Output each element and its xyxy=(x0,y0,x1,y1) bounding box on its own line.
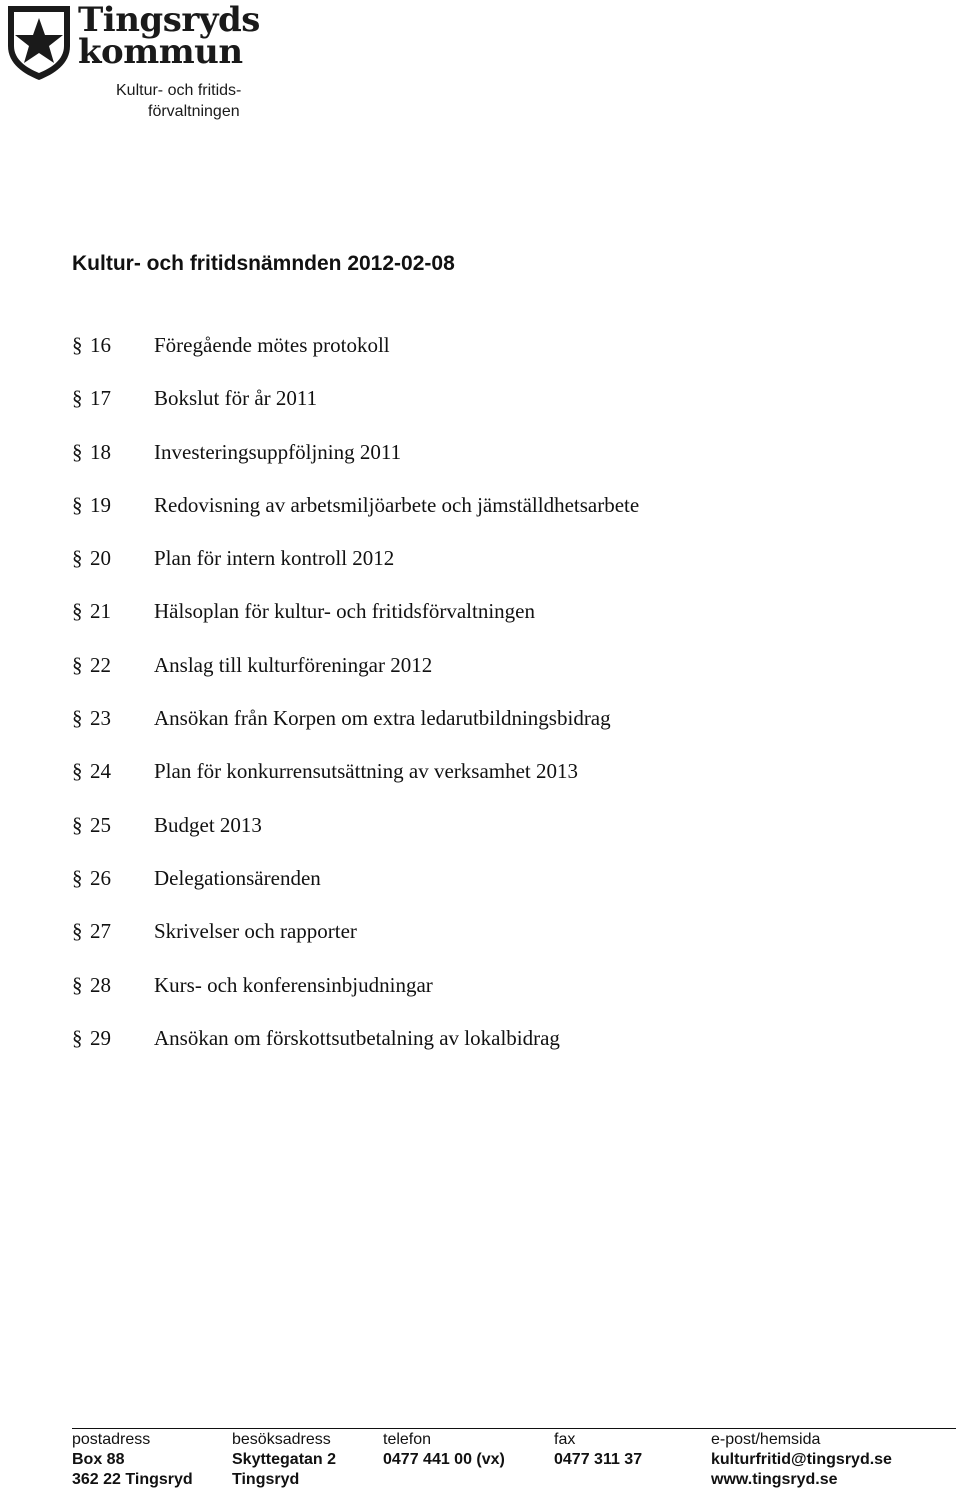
section-symbol: § xyxy=(72,333,83,357)
agenda-item xyxy=(72,704,639,757)
section-symbol: § xyxy=(72,1025,83,1050)
section-symbol: § xyxy=(72,919,83,944)
footer-fax-line1: 0477 311 37 xyxy=(554,1451,643,1468)
agenda-item xyxy=(72,811,639,864)
agenda-item xyxy=(72,597,639,650)
agenda-item-text: Föregående mötes protokoll xyxy=(154,333,390,357)
agenda-item-text: Investeringsuppföljning 2011 xyxy=(154,439,402,464)
agenda-item-text: Delegationsärenden xyxy=(154,865,321,890)
logo-name-line2: kommun xyxy=(78,32,243,72)
logo-dept-line2: förvaltningen xyxy=(148,103,240,120)
agenda-item xyxy=(72,331,639,384)
section-symbol: § xyxy=(72,972,83,997)
footer-email-link[interactable]: kulturfritid@tingsryd.se xyxy=(711,1451,892,1468)
section-symbol: § xyxy=(72,865,83,890)
agenda-item-number: 21 xyxy=(90,599,111,624)
agenda-item-number: 17 xyxy=(90,386,111,411)
footer-epost-label: e-post/hemsida xyxy=(711,1431,821,1448)
section-symbol: § xyxy=(72,706,83,731)
agenda-item-number: 27 xyxy=(90,919,111,944)
agenda-item xyxy=(72,917,639,970)
agenda-item-text: Plan för konkurrensutsättning av verksamhet 2013 xyxy=(154,759,578,784)
shield-star-icon xyxy=(4,2,74,82)
footer-website-link[interactable]: www.tingsryd.se xyxy=(711,1471,838,1488)
logo-name xyxy=(78,0,260,72)
agenda-item-number: 22 xyxy=(90,652,111,677)
agenda-item-text: Skrivelser och rapporter xyxy=(154,919,357,944)
agenda-item-number: 16 xyxy=(90,333,111,357)
section-symbol: § xyxy=(72,439,83,464)
footer-postadress-label: postadress xyxy=(72,1431,151,1448)
agenda-item xyxy=(72,491,639,544)
agenda-item xyxy=(72,1024,639,1077)
footer-fax-label: fax xyxy=(554,1431,576,1448)
agenda-item-text: Budget 2013 xyxy=(154,812,262,837)
agenda-item-text: Redovisning av arbetsmiljöarbete och jämställdhetsarbete xyxy=(154,492,640,517)
logo-name-line1: Tingsryds xyxy=(78,0,260,40)
agenda-item-number: 19 xyxy=(90,492,111,517)
footer-postadress-line2: 362 22 Tingsryd xyxy=(72,1471,193,1488)
agenda-item-number: 26 xyxy=(90,865,111,890)
footer-fax xyxy=(554,1430,642,1470)
agenda-item-number: 18 xyxy=(90,439,111,464)
agenda-item-text: Hälsoplan för kultur- och fritidsförvaltningen xyxy=(154,599,535,624)
agenda-item xyxy=(72,971,639,1024)
agenda-item xyxy=(72,544,639,597)
agenda-item-number: 23 xyxy=(90,706,111,731)
agenda-item-number: 24 xyxy=(90,759,111,784)
agenda-item xyxy=(72,757,639,810)
section-symbol: § xyxy=(72,652,83,677)
agenda-item-text: Plan för intern kontroll 2012 xyxy=(154,546,395,571)
section-symbol: § xyxy=(72,546,83,571)
agenda-item-text: Bokslut för år 2011 xyxy=(154,386,318,411)
agenda-item-number: 28 xyxy=(90,972,111,997)
agenda-item-number: 29 xyxy=(90,1025,111,1050)
agenda-item-number: 25 xyxy=(90,812,111,837)
section-symbol: § xyxy=(72,492,83,517)
footer-postadress-line1: Box 88 xyxy=(72,1451,125,1468)
footer-telefon-label: telefon xyxy=(383,1431,432,1448)
agenda-item-text: Ansökan om förskottsutbetalning av lokalbidrag xyxy=(154,1025,560,1050)
agenda-item xyxy=(72,438,639,491)
footer-besoksadress-line1: Skyttegatan 2 xyxy=(232,1451,337,1468)
agenda-item-number: 20 xyxy=(90,546,111,571)
logo-department xyxy=(116,80,241,122)
tingsryds-kommun-logo xyxy=(4,2,264,122)
footer-besoksadress xyxy=(232,1430,336,1490)
agenda-list xyxy=(72,331,639,1077)
document-title: Kultur- och fritidsnämnden 2012-02-08 xyxy=(72,252,455,275)
footer-telefon xyxy=(383,1430,505,1470)
logo-dept-line1: Kultur- och fritids- xyxy=(116,82,242,99)
agenda-item-text: Kurs- och konferensinbjudningar xyxy=(154,972,433,997)
footer-divider xyxy=(72,1428,956,1429)
section-symbol: § xyxy=(72,386,83,411)
agenda-item xyxy=(72,384,639,437)
section-symbol: § xyxy=(72,599,83,624)
agenda-item-text: Anslag till kulturföreningar 2012 xyxy=(154,652,433,677)
footer-postadress xyxy=(72,1430,193,1490)
footer-besoksadress-label: besöksadress xyxy=(232,1431,331,1448)
agenda-item xyxy=(72,651,639,704)
section-symbol: § xyxy=(72,759,83,784)
footer-telefon-line1: 0477 441 00 (vx) xyxy=(383,1451,505,1468)
section-symbol: § xyxy=(72,812,83,837)
agenda-item xyxy=(72,864,639,917)
agenda-item-text: Ansökan från Korpen om extra ledarutbildningsbidrag xyxy=(154,706,611,731)
footer-epost xyxy=(711,1430,892,1490)
footer-besoksadress-line2: Tingsryd xyxy=(232,1471,300,1488)
